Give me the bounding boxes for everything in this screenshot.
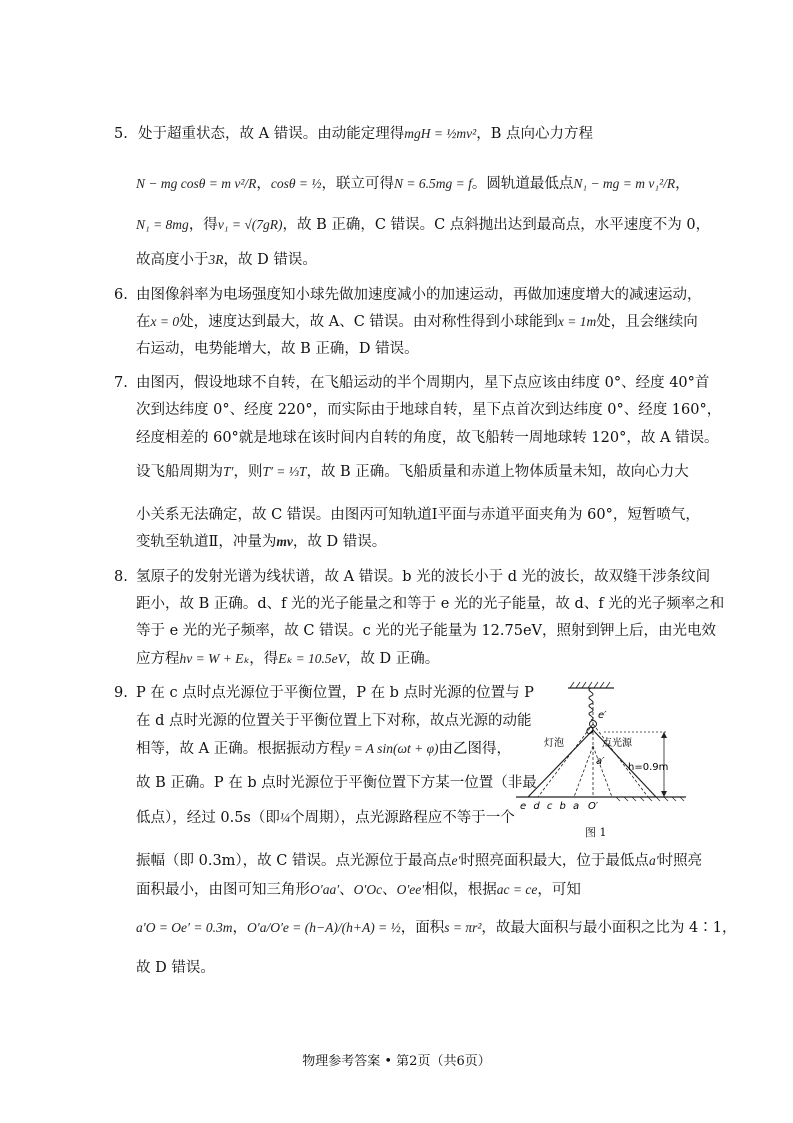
q5-formula-v1: v₁ = √(7gR) bbox=[217, 217, 283, 232]
q9-l7b: 、 bbox=[339, 882, 354, 898]
q9-line4: 故 B 正确。P 在 b 点时光源位于平衡位置下方某一位置（非最 bbox=[136, 775, 537, 791]
q6-l2a: 在 bbox=[136, 314, 151, 330]
q5-l1a: 处于超重状态，故 A 错误。由动能定理得 bbox=[138, 126, 405, 142]
ray-e bbox=[538, 724, 593, 797]
q9-line5 bbox=[136, 808, 515, 828]
page-footer: 物理参考答案 • 第2页（共6页） bbox=[302, 1054, 491, 1069]
q6-line3: 右运动，电势能增大，故 B 正确，D 错误。 bbox=[136, 341, 419, 357]
q9-formula-quarter: ¼ bbox=[279, 810, 290, 825]
q7-line4 bbox=[136, 462, 689, 482]
label-a-prime: a′ bbox=[596, 756, 605, 767]
label-O-prime: O′ bbox=[588, 801, 599, 812]
q5-l4b: ，故 D 错误。 bbox=[223, 252, 317, 268]
q5-l2b: ，联立可得 bbox=[321, 176, 395, 192]
q9-l7e: ，可知 bbox=[537, 882, 581, 898]
q9-formula-e-prime: e′ bbox=[451, 853, 461, 868]
q7-line2: 次到达纬度 0°、经度 220°，而实际由于地球自转，星下点首次到达纬度 0°、经度 160°， bbox=[136, 402, 722, 418]
q6-l2c: 处，且会继续向 bbox=[596, 314, 698, 330]
q9-line6 bbox=[136, 851, 702, 871]
q5-formula-3r: 3R bbox=[208, 252, 224, 267]
q9-l8b: ，面积 bbox=[400, 920, 445, 936]
ray-a-right bbox=[593, 746, 612, 797]
label-source: 点光源 bbox=[602, 738, 632, 749]
q5-line4 bbox=[136, 250, 317, 270]
q9-line1: P 在 c 点时点光源位于平衡位置，P 在 b 点时光源的位置与 P bbox=[136, 685, 534, 701]
q5-l4a: 故高度小于 bbox=[136, 252, 209, 268]
q5-number: 5. bbox=[114, 126, 128, 142]
q7-l4c: ，故 B 正确。飞船质量和赤道上物体质量未知，故向心力大 bbox=[306, 464, 689, 480]
q9-l5a: 低点），经过 0.5s（即 bbox=[136, 810, 280, 826]
q9-formula-tri1: O′aa′ bbox=[310, 882, 340, 897]
q7-l4b: ，则 bbox=[233, 464, 263, 480]
q7-l4a: 设飞船周期为 bbox=[136, 464, 223, 480]
spring bbox=[589, 688, 593, 720]
q9-l6a: 振幅（即 0.3m），故 C 错误。点光源位于最高点 bbox=[136, 853, 452, 869]
q5-line1 bbox=[138, 124, 593, 144]
q5-formula-n1: N₁ − mg = m v₁²/R bbox=[573, 176, 676, 191]
q5-l3b: ，故 B 正确，C 错误。C 点斜抛出达到最高点，水平速度不为 0， bbox=[282, 217, 711, 233]
q7-l6a: 变轨至轨道Ⅱ，冲量为 bbox=[136, 534, 277, 550]
q9-l8c: ，故最大面积与最小面积之比为 4∶1， bbox=[481, 920, 737, 936]
ceiling-hatch bbox=[570, 682, 610, 688]
q5-l2c: 。圆轨道最低点 bbox=[471, 176, 574, 192]
q9-line8 bbox=[136, 918, 736, 938]
q8-line4 bbox=[136, 649, 439, 669]
q5-formula-energy: mgH = ½mv² bbox=[404, 126, 477, 141]
q9-formula-ao: a′O = Oe′ = 0.3m bbox=[136, 920, 233, 935]
figure-caption: 图 1 bbox=[585, 826, 607, 839]
q7-number: 7. bbox=[114, 375, 128, 391]
q7-l6b: ，故 D 错误。 bbox=[292, 534, 387, 550]
q5-formula-cos: cosθ = ½ bbox=[270, 176, 322, 191]
q7-formula-t-third: T′ = ⅓T bbox=[262, 464, 307, 479]
q8-line1: 氢原子的发射光谱为线状谱，故 A 错误。b 光的波长小于 d 光的波长，故双缝干涉条纹间 bbox=[136, 569, 711, 585]
q9-line7 bbox=[136, 880, 581, 900]
label-h: h=0.9m bbox=[628, 762, 669, 773]
q8-formula-ek: Eₖ = 10.5eV bbox=[278, 651, 346, 666]
q7-line5: 小关系无法确定，故 C 错误。由图丙可知轨道Ⅰ平面与赤道平面夹角为 60°，短暂喷气， bbox=[136, 507, 700, 523]
q6-formula-x0: x = 0 bbox=[150, 314, 180, 329]
q9-formula-area: s = πr² bbox=[444, 920, 482, 935]
q5-line3 bbox=[136, 215, 710, 235]
q5-line2 bbox=[136, 174, 690, 194]
q9-l6c: 时照亮 bbox=[658, 853, 703, 869]
label-O: O bbox=[586, 726, 594, 737]
q9-formula-a-prime: a′ bbox=[648, 853, 659, 868]
q9-number: 9. bbox=[114, 685, 128, 701]
q8-number: 8. bbox=[114, 569, 128, 585]
q9-line2: 在 d 点时光源的位置关于平衡位置上下对称，故点光源的动能 bbox=[136, 713, 532, 729]
q5-l2a: ， bbox=[256, 176, 271, 192]
q9-line3 bbox=[136, 739, 511, 759]
q5-l1b: ，B 点向心力方程 bbox=[476, 126, 593, 142]
q9-formula-tri2: O′Oc bbox=[353, 882, 383, 897]
q8-l4a: 应方程 bbox=[136, 651, 180, 667]
q5-l2d: ， bbox=[675, 176, 690, 192]
label-lamp: 灯泡 bbox=[544, 738, 564, 749]
q8-formula-photo: hν = W + Eₖ bbox=[179, 651, 250, 666]
figure-1-diagram bbox=[506, 680, 696, 840]
q9-formula-ac-ce: ac = ce bbox=[496, 882, 538, 897]
q7-line3: 经度相差的 60°就是地球在该时间内自转的角度，故飞船转一周地球转 120°，故 A 错误。 bbox=[136, 430, 719, 446]
q6-line2 bbox=[136, 312, 698, 332]
q7-formula-mv: mv bbox=[276, 534, 293, 549]
q5-formula-b: N − mg cosθ = m v²/R bbox=[136, 176, 257, 191]
q8-line2: 距小，故 B 正确。d、f 光的光子能量之和等于 e 光的光子能量，故 d、f 光的光子频率之和 bbox=[136, 596, 725, 612]
q9-formula-ratio: O′a/O′e = (h−A)/(h+A) = ½ bbox=[247, 920, 401, 935]
q5-formula-n1-val: N₁ = 8mg bbox=[136, 217, 189, 232]
q8-line3: 等于 e 光的光子频率，故 C 错误。c 光的光子能量为 12.75eV，照射到钾上后，由光电效 bbox=[136, 623, 717, 639]
q7-line6 bbox=[136, 532, 386, 552]
q9-l3b: 由乙图得， bbox=[438, 741, 512, 757]
q7-line1: 由图丙，假设地球不自转，在飞船运动的半个周期内，星下点应该由纬度 0°、经度 40°首 bbox=[136, 375, 710, 391]
q9-l8a: ， bbox=[232, 920, 247, 936]
q9-formula-tri3: O′ee′ bbox=[396, 882, 425, 897]
label-ground-points: e d c b a bbox=[520, 801, 582, 812]
height-arrow-bottom bbox=[661, 791, 667, 797]
q8-l4c: ，故 D 正确。 bbox=[345, 651, 440, 667]
q9-l5b: 个周期），点光源路程应不等于一个 bbox=[289, 810, 515, 826]
q9-l7d: 相似，根据 bbox=[424, 882, 497, 898]
q8-l4b: ，得 bbox=[249, 651, 279, 667]
q9-line9: 故 D 错误。 bbox=[136, 960, 215, 976]
q9-l6b: 时照亮面积最大，位于最低点 bbox=[460, 853, 649, 869]
q5-formula-n: N = 6.5mg = f bbox=[394, 176, 472, 191]
q6-line1: 由图像斜率为电场强度知小球先做加速度减小的加速运动，再做加速度增大的减速运动， bbox=[136, 287, 702, 303]
q9-l7a: 面积最小，由图可知三角形 bbox=[136, 882, 310, 898]
q7-formula-t: T′ bbox=[223, 464, 234, 479]
q6-number: 6. bbox=[114, 287, 128, 303]
q9-l3a: 相等，故 A 正确。根据振动方程 bbox=[136, 741, 345, 757]
height-arrow-top bbox=[661, 732, 667, 738]
q9-l7c: 、 bbox=[382, 882, 397, 898]
q6-l2b: 处，速度达到最大，故 A、C 错误。由对称性得到小球能到 bbox=[179, 314, 558, 330]
label-e-prime: e′ bbox=[598, 710, 607, 721]
q6-formula-x1: x = 1m bbox=[557, 314, 597, 329]
q9-formula-vibration: y = A sin(ωt + φ) bbox=[344, 741, 439, 756]
q5-l3a: ，得 bbox=[188, 217, 218, 233]
ray-a bbox=[574, 746, 593, 797]
